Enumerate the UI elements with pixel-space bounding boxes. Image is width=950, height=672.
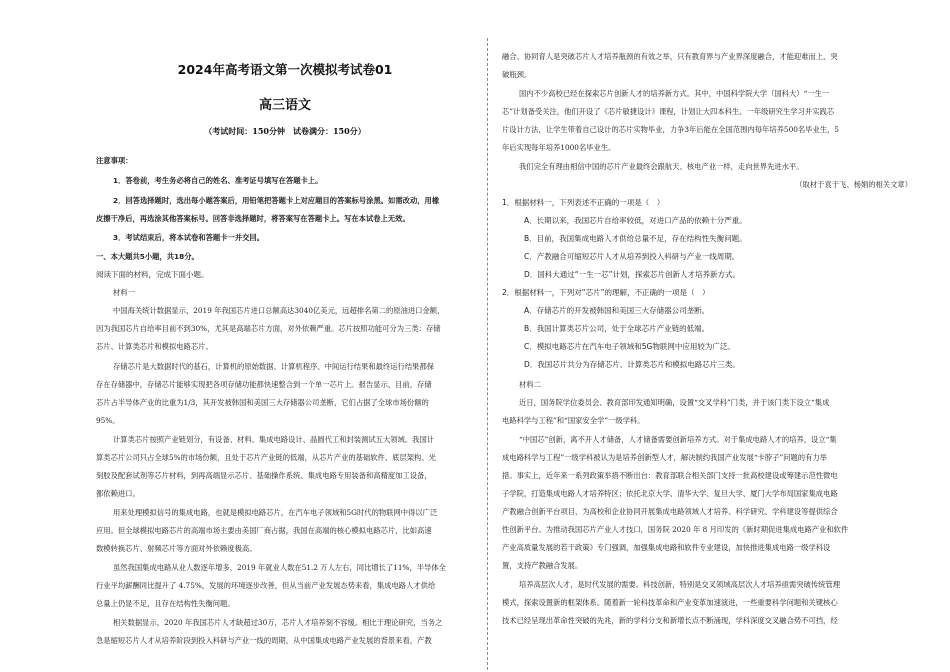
note-line: 1．答卷前，考生务必将自己的姓名、准考证号填写在答题卡上。 [113, 176, 323, 185]
body-line: 年后实现每年培养1000名毕业生。 [502, 143, 616, 152]
body-line: 性创新平台。为推动我国芯片产业人才技口，国务院 2020 年 8 月印发的《新时期促进集成电路产业和软件 [502, 525, 849, 534]
body-line: 产教融合创新平台项目，为高校和企业协同开展集成电路领域人才培养、科学研究、学科建设等提供综合 [502, 507, 838, 516]
question-2-option-a: A．存储芯片的开发被韩国和美国三大存储器公司垄断。 [524, 306, 710, 315]
material-label: 材料二 [519, 380, 541, 389]
body-line: 破瓶颈。 [502, 70, 532, 79]
body-line: 片设计方法，让学生带着自己设计的芯片实物毕业，力争3年后能在全国范围内每年培养500名毕业生，5 [502, 125, 839, 134]
body-line: 数模转换芯片、射频芯片等方面对外依赖度极高。 [96, 544, 257, 553]
body-line: 计算类芯片按照产业链划分，有设备、材料、集成电路设计、晶圆代工和封装测试五大领域。我国计 [113, 435, 435, 444]
body-line: 刻胶及配套试剂等芯片材料，到再高端显示芯片、基础操作系统、集成电路专用装备和高精度加工设备， [96, 471, 432, 480]
body-line: 95%。 [96, 416, 120, 425]
notes-heading: 注意事项： [96, 156, 133, 165]
body-line: 成电路科学与工程”一级学科被认为是培养创新型人才，解决制约我国产业发展“卡脖子”问题的有力举 [502, 453, 827, 462]
body-line: 技术已经呈现出革命性突破的先兆，新的学科分支和新增长点不断涌现，学科深度交叉融合势不可挡，经 [502, 616, 838, 625]
body-line: 存储芯片是大数据时代的基石，计算机的原始数据、计算机程序、中间运行结果和最终运行结果都保 [113, 362, 435, 371]
exam-title: 2024年高考语文第一次模拟考试卷01 [177, 62, 393, 77]
body-line: 中国海关统计数据显示，2019 年我国芯片进口总额高达3040亿美元，远超排名第二的原油进口金额， [113, 306, 445, 315]
body-line: 培养高层次人才，是时代发展的需要。科技创新，特别是交叉领域高层次人才培养亟需突破传统管理 [519, 580, 841, 589]
source-citation: （取材于袁于飞、杨娟的相关文章） [795, 180, 912, 189]
body-line: 都依赖进口。 [96, 489, 140, 498]
body-line: 芯片、计算类芯片和模拟电路芯片。 [96, 342, 213, 351]
body-line: 虽然我国集成电路从业人数逐年增多，2019 年就业人数在51.2 万人左右，同比增长了11%，半导体全 [113, 563, 446, 572]
body-line: 芯片占半导体产业的比重为1/3，其开发被韩国和美国三大存储器公司垄断，它们占据了全球市场份额的 [96, 398, 429, 407]
body-line: 置，支持产教融合发展。 [502, 561, 583, 570]
body-line: 相关数据显示，2020 年我国芯片人才缺超过30万，芯片人才培养刻不容缓。相比于理论研究，当务之 [113, 618, 443, 627]
question-2-option-c: C．模拟电路芯片在汽车电子领域和5G物联网中应用较为广泛。 [524, 342, 735, 351]
body-line: 因为我国芯片自给率目前不到30%，尤其是高端芯片方面，对外依赖严重。芯片按照功能可分为三类：存储 [96, 324, 441, 333]
question-1: 1．根据材料一，下列表述不正确的一项是（ ） [502, 198, 665, 207]
note-line: 3．考试结束后，将本试卷和答题卡一并交回。 [113, 233, 265, 242]
body-line: 模式，探索设置新的框架体系。随着新一轮科技革命和产业变革加速演进，一些重要科学问题和关键核心 [502, 598, 838, 607]
exam-subtitle: 高三语文 [258, 98, 311, 113]
body-line: 措。事实上，近年来一系列政策举措不断出台：教育部联合相关部门支持一批高校建设或筹建示范性微电 [502, 471, 838, 480]
body-line: “中国芯”创新，离不开人才储备，人才储备需要创新培养方式。对于集成电路人才的培养，设立“集 [519, 435, 837, 444]
body-line: 电路科学与工程”和“国家安全学”一级学科。 [502, 416, 645, 425]
body-line: 我们完全有理由相信中国的芯片产业最终会跟航天、核电产业一样，走向世界先进水平。 [519, 162, 804, 171]
body-line: 国内不少高校已经在探索芯片创新人才的培养新方式。其中，中国科学院大学（国科大）“一生一 [519, 89, 830, 98]
section-heading: 一、本大题共5小题，共18分。 [96, 252, 199, 261]
body-line: 融合、协同育人是突破芯片人才培养瓶颈的有效之举，只有教育界与产业界深度融合，才能迎难而上、突 [502, 52, 838, 61]
question-1-option-a: A．长期以来，我国芯片自给率较低，对进口产品的依赖十分严重。 [524, 216, 747, 225]
body-line: 产业高质量发展的若干政策》专门强调，加强集成电路和软件专业建设，加快推进集成电路一级学科设 [502, 543, 831, 552]
question-1-option-d: D．国科大通过“一生一芯”计划，探索芯片创新人才培养新方式。 [524, 270, 741, 279]
material-label: 材料一 [113, 288, 135, 297]
note-line: 2．回答选择题时，选出每小题答案后，用铅笔把答题卡上对应题目的答案标号涂黑。如需改动，用橡 [113, 196, 440, 205]
body-line: 子学院，打造集成电路人才培养特区；依托北京大学、清华大学、复旦大学、厦门大学布局国家集成电路 [502, 489, 838, 498]
body-line: 用来处理模拟信号的集成电路，也就是模拟电路芯片，在汽车电子领域和5G时代的物联网中得以广泛 [113, 508, 438, 517]
note-line: 皮擦干净后，再选涂其他答案标号。回答非选择题时，将答案写在答题卡上。写在本试卷上无效。 [96, 214, 410, 223]
question-2-option-b: B．我国计算类芯片公司，处于全球芯片产业链的低端。 [524, 324, 710, 333]
body-line: 应用。但全球模拟电路芯片的高端市场主要由美国厂商占据，我国在高端的核心模拟电路芯片，比如高速 [96, 526, 432, 535]
question-2: 2．根据材料一，下列对“芯片”的理解，不正确的一项是（ ） [502, 288, 710, 297]
column-divider [487, 38, 488, 670]
instruction: 阅读下面的材料，完成下面小题。 [96, 270, 209, 279]
body-line: 存在存储器中，存储芯片能够实现把各项存储功能都快速整合到一个单一芯片上。报告显示，目前，存储 [96, 380, 432, 389]
body-line: 急是缩短芯片人才从培养阶段到投入科研与产业一线的周期，从中国集成电路产业发展的背景来看，产教 [96, 636, 432, 645]
body-line: 总量上仍显不足，且存在结构性失衡问题。 [96, 599, 235, 608]
question-1-option-c: C．产教融合可缩短芯片人才从培养到投入科研与产业一线周期。 [524, 252, 740, 261]
body-line: 近日，国务院学位委员会、教育部印发通知明确，设置“交叉学科”门类，并于该门类下设立“集成 [519, 398, 830, 407]
question-1-option-b: B．目前，我国集成电路人才供给总量不足，存在结构性失衡问题。 [524, 234, 747, 243]
exam-info: （考试时间：150分钟 试卷满分：150分） [204, 126, 366, 136]
body-line: 行业平均薪酬同比提升了 4.75%，发展的环境逐步改善，但从当前产业发展态势来看，集成电路人才供给 [96, 581, 436, 590]
body-line: 芯”计划备受关注，他们开设了《芯片敏捷设计》课程，计划让大四本科生、一年级研究生学习并实践芯 [502, 107, 835, 116]
question-2-option-d: D．我国芯片共分为存储芯片、计算类芯片和模拟电路芯片三类。 [524, 360, 740, 369]
body-line: 算类芯片公司只占全球5%的市场份额，且处于芯片产业链的低端，从芯片产业的基础软件、底层架构、光 [96, 453, 436, 462]
